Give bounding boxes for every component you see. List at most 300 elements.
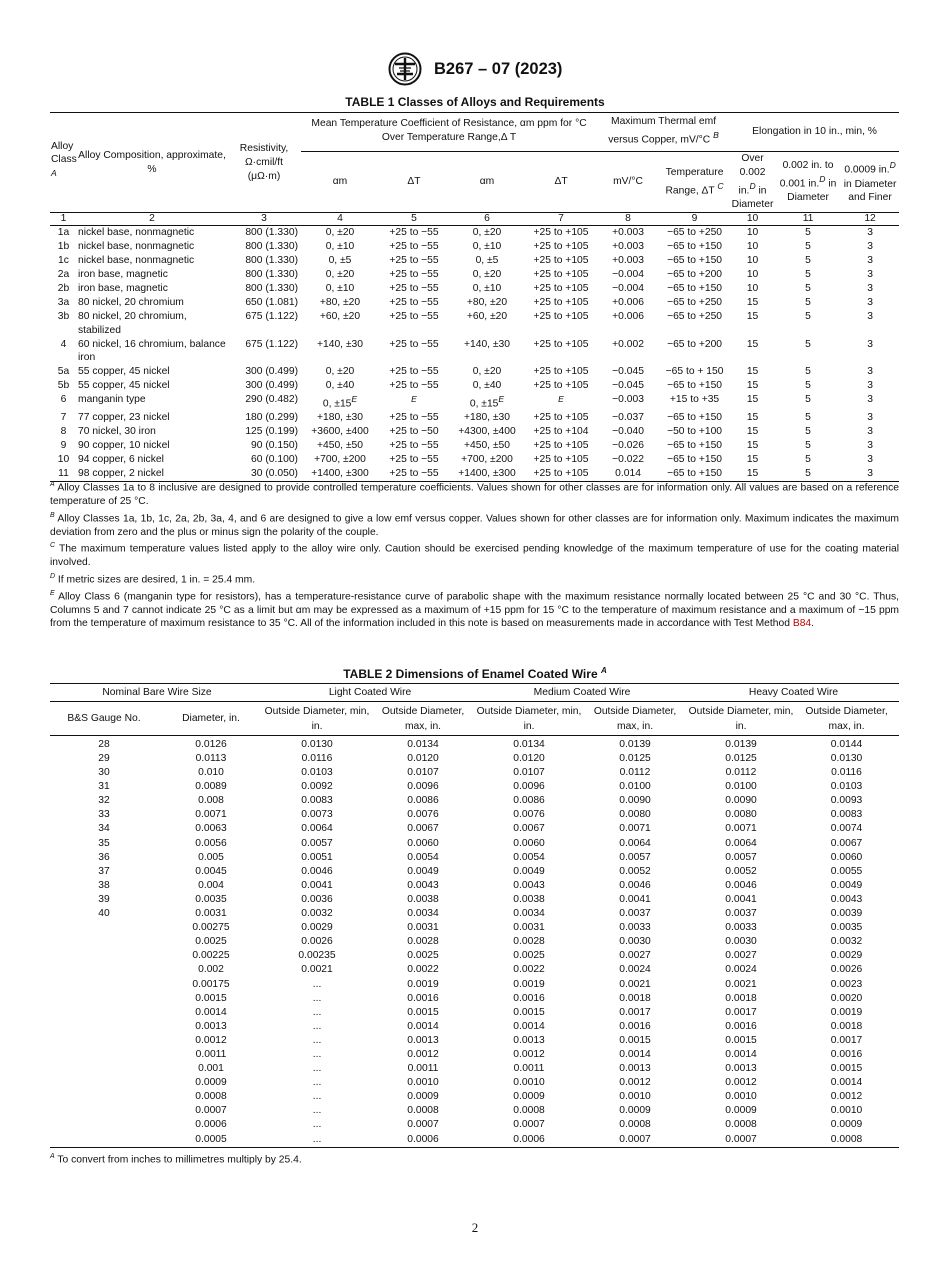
table-cell: 0.0139: [619, 738, 651, 750]
table-cell: 0.0006: [370, 1133, 476, 1148]
cell-e2: 5: [805, 296, 811, 308]
table-cell: 0.0031: [195, 908, 227, 920]
cell-dt1: +25 to −55: [389, 241, 439, 253]
table-cell: [50, 978, 158, 992]
table-cell: 0.0009: [407, 1091, 439, 1103]
cell-a1: +3600, ±400: [311, 426, 369, 438]
table-row: [50, 411, 899, 425]
table-cell: 0.0076: [513, 809, 545, 821]
table-cell: 0.0112: [619, 767, 651, 779]
cell-tr: +15 to +35: [669, 394, 720, 406]
table-cell: 0.0012: [619, 1077, 651, 1089]
table-cell: 0.0125: [619, 753, 651, 764]
table-row: [50, 425, 899, 439]
table-cell: 0.0046: [725, 879, 757, 891]
cell-tr: −65 to +150: [667, 241, 723, 253]
table-cell: 0.0008: [619, 1119, 651, 1131]
table-cell: 0.0056: [195, 837, 227, 849]
cell-mv: +0.003: [612, 227, 644, 239]
table-cell: 0.0018: [725, 992, 757, 1004]
table-row: [50, 1133, 899, 1148]
table-cell: [50, 1006, 158, 1020]
table-cell: ...: [312, 1119, 322, 1131]
col-over-0002: Over 0.002 in.$^D$ in Diameter: [731, 153, 774, 211]
cell-res: 290 (0.482): [245, 394, 298, 406]
col-thermal-emf: Maximum Thermal emf versus Copper, mV/°C $^B$: [597, 113, 730, 152]
table-cell: 0.0090: [619, 795, 651, 807]
cell-a1: 0, ±20: [325, 227, 355, 239]
table-cell: 0.0071: [195, 809, 227, 821]
table-cell: 0.0015: [195, 992, 227, 1004]
table-row: [50, 296, 899, 310]
cell-a1: +450, ±50: [316, 440, 364, 452]
table-cell: 0.0096: [513, 781, 545, 793]
table-row: [50, 1104, 899, 1118]
cell-cls: 9: [60, 440, 67, 452]
table-row: [50, 780, 899, 794]
table-cell: 0.0015: [407, 1006, 439, 1018]
table-cell: 0.0060: [830, 851, 863, 863]
table-cell: 0.0021: [725, 978, 757, 990]
table-cell: 0.0049: [513, 865, 545, 877]
table-cell: 33: [98, 809, 110, 821]
table-cell: 0.0007: [688, 1133, 794, 1148]
cell-a1: +60, ±20: [319, 310, 361, 322]
col-alpha-1: αm: [332, 176, 348, 188]
column-number: 7: [525, 213, 597, 226]
table-row: [50, 935, 899, 949]
cell-comp: 80 nickel, 20 chromium, stabilized: [78, 310, 187, 336]
cell-a1: +80, ±20: [319, 296, 361, 308]
table-cell: [50, 935, 158, 949]
table-cell: 0.0008: [725, 1119, 757, 1131]
cell-comp: 77 copper, 23 nickel: [78, 412, 170, 424]
cell-a1: 0, ±20: [325, 366, 355, 378]
cell-dt2: +25 to +104: [533, 426, 589, 438]
table-row: [50, 1062, 899, 1076]
cell-dt1: +25 to −55: [389, 282, 439, 294]
table-cell: 0.0016: [619, 1020, 651, 1032]
cell-a1: 0, ±20: [325, 269, 355, 280]
col-00009: 0.0009 in.$^D$ in Diameter and Finer: [843, 160, 897, 204]
cell-mv: −0.037: [612, 412, 644, 424]
table-cell: 0.0041: [725, 893, 757, 905]
cell-a2: 0, $\pm 15^E$: [469, 394, 505, 410]
cell-comp: 70 nickel, 30 iron: [78, 426, 156, 438]
cell-res: 800 (1.330): [245, 241, 298, 253]
cell-comp: nickel base, nonmagnetic: [78, 255, 195, 267]
table-cell: 0.0046: [301, 865, 333, 877]
cell-comp: 90 copper, 10 nickel: [78, 440, 170, 452]
table-cell: 0.0008: [195, 1091, 227, 1103]
cell-tr: −65 to +150: [667, 412, 723, 424]
cell-dt2: +25 to +105: [533, 282, 589, 294]
page-number: 2: [471, 1220, 479, 1235]
cell-tr: −65 to +150: [667, 380, 723, 392]
cell-comp: nickel base, nonmagnetic: [78, 241, 195, 253]
table-cell: 0.0025: [407, 950, 439, 962]
cell-cls: 4: [60, 338, 67, 350]
table-cell: 0.0089: [195, 781, 227, 793]
cell-comp: iron base, magnetic: [78, 269, 168, 280]
table-row: [50, 735, 899, 752]
table-cell: 29: [98, 753, 110, 764]
cell-e2: 5: [805, 269, 811, 280]
table-cell: 0.0013: [619, 1063, 651, 1075]
cell-e3: 3: [867, 412, 873, 424]
table-cell: 0.0026: [301, 936, 333, 948]
col-mean-temp-coeff: Mean Temperature Coefficient of Resistance, αm ppm for °C Over Temperature Range,Δ T: [301, 113, 597, 152]
table-cell: 0.0009: [725, 1105, 757, 1117]
cell-cls: 11: [50, 467, 77, 481]
table-cell: 0.0071: [619, 823, 651, 835]
cell-a2: +180, ±30: [463, 412, 511, 424]
table-cell: 0.010: [198, 767, 224, 779]
table-cell: 0.0057: [301, 837, 333, 849]
cell-e1: 15: [746, 454, 759, 466]
cell-a1: 0, ±10: [325, 282, 355, 294]
table-cell: 0.0019: [407, 978, 439, 990]
cell-e2: 5: [805, 338, 811, 350]
cell-mv: 0.014: [597, 467, 659, 481]
cell-dt2: +25 to +105: [533, 296, 589, 308]
table-cell: 0.0015: [513, 1006, 545, 1018]
cell-a2: +4300, ±400: [458, 426, 516, 438]
table-row: [50, 865, 899, 879]
col-composition: Alloy Composition, approximate, %: [77, 113, 227, 213]
table-cell: 31: [98, 781, 110, 793]
table-cell: ...: [312, 1034, 322, 1046]
table-row: [50, 752, 899, 766]
cell-mv: −0.040: [612, 426, 644, 438]
table-row: [50, 822, 899, 836]
group-header: Light Coated Wire: [264, 684, 476, 702]
table-cell: 0.0012: [513, 1048, 545, 1060]
table-cell: 0.0032: [830, 936, 863, 948]
cell-dt1: E: [411, 394, 417, 405]
cell-e3: 3: [867, 426, 873, 438]
table-cell: 0.0023: [830, 978, 863, 990]
table-cell: 0.0034: [407, 908, 439, 920]
cell-mv: +0.003: [612, 241, 644, 253]
col-delta-t-1: ΔT: [407, 176, 421, 188]
table-cell: 0.0012: [195, 1034, 227, 1046]
table-cell: 0.0032: [301, 908, 333, 920]
column-number: 3: [227, 213, 301, 226]
table-cell: 0.0010: [513, 1077, 545, 1089]
table-cell: 0.0013: [195, 1020, 227, 1032]
table-cell: ...: [312, 1091, 322, 1103]
cell-e1: 10: [746, 255, 759, 267]
cell-dt2: +25 to +105: [533, 454, 589, 466]
cell-e2: 5: [805, 255, 811, 267]
table-cell: 0.0090: [725, 795, 757, 807]
cell-dt1: +25 to −55: [389, 440, 439, 452]
table-row: [50, 310, 899, 338]
table-cell: 0.0014: [830, 1077, 863, 1089]
standard-designation: B267 – 07 (2023): [434, 59, 563, 78]
cell-dt2: E: [558, 394, 564, 405]
column-number: 2: [77, 213, 227, 226]
cell-e3: 3: [867, 296, 873, 308]
table-row: [50, 963, 899, 977]
col-alloy-class: Alloy Class $^A$: [50, 113, 77, 213]
table-cell: 0.0116: [831, 767, 862, 779]
table-cell: 0.0080: [725, 809, 757, 821]
table-row: [50, 766, 899, 780]
cell-mv: −0.003: [612, 394, 644, 406]
cell-a2: +450, ±50: [463, 440, 511, 452]
table-cell: 0.0016: [830, 1048, 863, 1060]
footnote: $^E$ Alloy Class 6 (manganin type for resistors), has a temperature-resistance curve of parabolic shape with the maximum resistance normally located between 25 °C and 30 °C. Thus, Columns 5 and 7 cannot indicate 25 °C as a limit but αm may be expressed as a maximum of +15 ppm for 15 °C to the temperature of maximum resistance and a maximum of −15 ppm from the temperature of maximum resistance to 35 °C. All of the information included in this note is based on measurements made in accordance with Test Method B84.: [50, 589, 899, 630]
table-cell: [50, 992, 158, 1006]
cell-cls: 8: [60, 426, 67, 438]
table-cell: [50, 1034, 158, 1048]
column-number: 4: [301, 213, 379, 226]
table-cell: 0.0014: [407, 1020, 439, 1032]
table-cell: 0.0029: [301, 922, 333, 934]
table-row: [50, 1048, 899, 1062]
table-cell: 0.0021: [301, 964, 333, 976]
table-cell: 0.0107: [513, 767, 545, 779]
table-cell: [50, 1048, 158, 1062]
table-cell: 0.0008: [513, 1105, 545, 1117]
col-0002-to-0001: 0.002 in. to 0.001 in.$^D$ in Diameter: [779, 160, 837, 204]
cell-mv: +0.002: [612, 338, 644, 350]
document-header: [0, 52, 950, 86]
table-cell: 34: [98, 823, 110, 835]
cell-e2: 5: [805, 454, 811, 466]
table-row: [50, 907, 899, 921]
table-cell: 0.0035: [830, 922, 863, 934]
table-cell: 0.0051: [301, 851, 333, 863]
astm-logo-icon: [388, 52, 422, 86]
table-cell: 0.005: [198, 851, 224, 863]
table-cell: 0.0130: [301, 738, 333, 750]
cell-e1: 15: [746, 412, 759, 424]
table-cell: 0.0016: [725, 1020, 757, 1032]
sub-header: Outside Diameter, max, in.: [582, 702, 688, 736]
cell-e1: 15: [746, 440, 759, 452]
cell-e1: 15: [746, 366, 759, 378]
table-row: [50, 268, 899, 282]
cell-e3: 3: [867, 440, 873, 452]
cell-a2: 0, ±20: [472, 269, 502, 280]
table-row: [50, 439, 899, 453]
table-cell: 0.0035: [195, 893, 227, 905]
cell-a2: 0, ±5: [475, 255, 499, 267]
table-row: [50, 808, 899, 822]
table-cell: 0.00275: [192, 922, 230, 934]
column-number: 12: [841, 213, 899, 226]
table-cell: 0.0013: [513, 1034, 545, 1046]
column-number: 10: [730, 213, 775, 226]
cell-e3: 3: [867, 310, 873, 322]
cell-res: 800 (1.330): [245, 282, 298, 294]
table-cell: 0.0015: [830, 1063, 863, 1075]
table-cell: 0.0009: [195, 1077, 227, 1089]
table-cell: 0.0027: [725, 950, 757, 962]
cell-mv: +0.006: [612, 310, 644, 322]
cell-cls: 2a: [57, 269, 70, 280]
cell-e2: 5: [805, 310, 811, 322]
cell-comp: manganin type: [78, 394, 146, 406]
table-cell: 0.0024: [619, 964, 651, 976]
cell-dt2: +25 to +105: [533, 255, 589, 267]
cell-tr: −65 to +150: [667, 454, 723, 466]
cell-e2: 5: [805, 394, 811, 406]
table-cell: 0.0073: [301, 809, 333, 821]
table-cell: 32: [98, 795, 110, 807]
table-cell: 40: [98, 908, 110, 920]
cell-cls: 1c: [58, 255, 69, 267]
cell-dt1: +25 to −55: [379, 467, 449, 481]
table-cell: 0.0013: [725, 1063, 757, 1075]
cell-e2: 5: [805, 241, 811, 253]
table-cell: 28: [98, 738, 110, 750]
group-header: Heavy Coated Wire: [688, 684, 899, 702]
cell-cls: 2b: [57, 282, 70, 294]
col-elongation: Elongation in 10 in., min, %: [730, 113, 899, 152]
cell-e3: 3: [867, 255, 873, 267]
col-delta-t-2: ΔT: [554, 176, 568, 188]
table-row: [50, 1076, 899, 1090]
table-cell: 0.0026: [830, 964, 863, 976]
table-cell: 0.0009: [830, 1119, 863, 1131]
cell-e1: 15: [746, 310, 759, 322]
table-cell: 0.0017: [619, 1006, 651, 1018]
cell-dt2: +25 to +105: [533, 338, 589, 350]
cell-e2: 5: [805, 440, 811, 452]
table-cell: 0.0034: [513, 908, 545, 920]
cell-res: 300 (0.499): [245, 366, 298, 378]
table-cell: 0.0093: [830, 795, 863, 807]
table-cell: 0.0015: [619, 1034, 651, 1046]
cell-e3: 3: [867, 380, 873, 392]
column-number: 6: [449, 213, 525, 226]
cell-mv: +0.003: [612, 255, 644, 267]
table-cell: 0.0064: [619, 837, 651, 849]
table-cell: 0.0027: [619, 950, 651, 962]
cell-tr: −65 to +200: [667, 269, 723, 280]
cell-a2: 0, ±20: [472, 366, 502, 378]
cell-a2: +140, ±30: [463, 338, 511, 350]
table-cell: [50, 1104, 158, 1118]
table-row: [50, 921, 899, 935]
cell-e1: 15: [746, 426, 759, 438]
table1-title: TABLE 1 Classes of Alloys and Requirements: [345, 95, 605, 109]
table-cell: 0.0008: [794, 1133, 899, 1148]
table-cell: 0.0083: [830, 809, 863, 821]
alloy-classes-table: [50, 112, 899, 482]
sub-header: Outside Diameter, max, in.: [794, 702, 899, 736]
cell-tr: −65 to +150: [667, 282, 723, 294]
cell-dt1: +25 to −55: [389, 454, 439, 466]
table-cell: [50, 1118, 158, 1132]
table-cell: 0.0080: [619, 809, 651, 821]
table-row: [50, 879, 899, 893]
cell-mv: −0.026: [612, 440, 644, 452]
table-cell: ...: [312, 1006, 322, 1018]
sub-header: Diameter, in.: [158, 702, 264, 736]
table-cell: 0.0016: [513, 992, 545, 1004]
cell-dt1: +25 to −55: [389, 269, 439, 280]
table-cell: 0.0033: [725, 922, 757, 934]
group-header: Medium Coated Wire: [476, 684, 688, 702]
col-resistivity: Resistivity, Ω·cmil/ft (μΩ·m): [227, 113, 301, 213]
cell-mv: −0.004: [612, 269, 644, 280]
cell-res: 800 (1.330): [245, 269, 298, 280]
table-cell: [50, 1090, 158, 1104]
cell-e1: 15: [746, 338, 759, 350]
table-cell: 0.0037: [619, 908, 651, 920]
table-cell: 0.0019: [513, 978, 545, 990]
table-cell: 0.0039: [830, 908, 863, 920]
cell-dt1: +25 to −55: [389, 380, 439, 392]
cell-e3: 3: [867, 338, 873, 350]
table-cell: 0.0041: [619, 893, 651, 905]
table-cell: [50, 1076, 158, 1090]
table-cell: 0.0007: [582, 1133, 688, 1148]
table-cell: 0.0025: [513, 950, 545, 962]
table-cell: 0.0052: [725, 865, 757, 877]
table-cell: [50, 1062, 158, 1076]
cell-tr: −65 to +250: [667, 227, 723, 239]
table-cell: ...: [312, 1063, 322, 1075]
table-cell: 0.0045: [195, 865, 227, 877]
table-cell: 0.0010: [407, 1077, 439, 1089]
table-cell: 0.0092: [301, 781, 333, 793]
table-row: [50, 282, 899, 296]
table-cell: 0.0049: [407, 865, 439, 877]
table-cell: 0.0011: [195, 1048, 227, 1060]
table-cell: 0.0116: [301, 753, 333, 764]
table-row: [50, 1118, 899, 1132]
table-cell: 0.0010: [619, 1091, 651, 1103]
table-cell: 0.0006: [476, 1133, 582, 1148]
cell-cls: 5a: [57, 366, 70, 378]
table-cell: 0.0016: [407, 992, 439, 1004]
table-cell: 0.0120: [513, 753, 545, 764]
table-cell: ...: [312, 1048, 322, 1060]
cell-e2: 5: [775, 467, 841, 481]
cell-e1: 10: [746, 269, 759, 280]
cell-res: 675 (1.122): [245, 338, 298, 350]
table-cell: 0.004: [198, 879, 224, 891]
table-cell: 0.0030: [619, 936, 651, 948]
test-method-link[interactable]: B84: [792, 618, 812, 630]
table-cell: 0.0030: [725, 936, 757, 948]
table-row: [50, 393, 899, 411]
cell-a2: 0, ±40: [472, 380, 502, 392]
cell-comp: 94 copper, 6 nickel: [78, 454, 164, 466]
cell-mv: −0.004: [612, 282, 644, 294]
table-row: [50, 365, 899, 379]
cell-cls: 3a: [57, 296, 70, 308]
table-cell: 0.0036: [301, 893, 333, 905]
sub-header: Outside Diameter, max, in.: [370, 702, 476, 736]
table-cell: 0.0076: [407, 809, 439, 821]
cell-a2: +60, ±20: [466, 310, 508, 322]
table-cell: 0.0049: [830, 879, 863, 891]
cell-tr: −65 to +250: [667, 310, 723, 322]
table-cell: 0.0064: [725, 837, 757, 849]
table-cell: 0.0055: [830, 865, 863, 877]
cell-tr: −50 to +100: [667, 426, 723, 438]
col-alpha-2: αm: [479, 176, 495, 188]
table-row: [50, 978, 899, 992]
cell-comp: 55 copper, 45 nickel: [78, 380, 170, 392]
